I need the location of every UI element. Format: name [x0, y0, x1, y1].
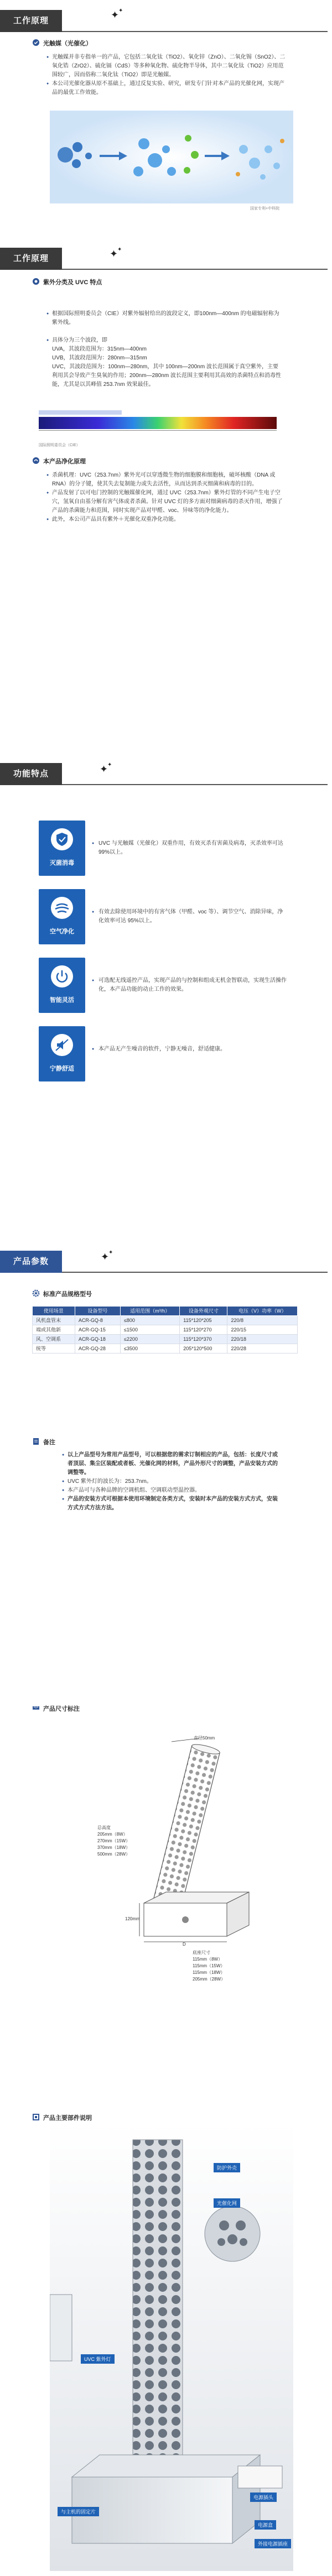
- spec-table: [32, 1306, 298, 1354]
- base-diameter-label: D: [183, 1942, 186, 1947]
- quiet-mute-icon: [51, 1034, 73, 1056]
- feature-air-purify: [39, 889, 293, 949]
- section-tab-features: 功能特点: [0, 763, 62, 785]
- table-cell: ≤2200: [120, 1335, 179, 1344]
- components-title: 产品主要部件说明: [43, 2115, 92, 2122]
- table-cell: ACR-GQ-8: [75, 1316, 120, 1325]
- feature-tile: [39, 889, 85, 944]
- table-cell: 风机盘管末: [33, 1316, 75, 1325]
- uvc-title: 紫外分类及 UVC 特点: [43, 279, 102, 286]
- component-label: UVC 紫外灯: [81, 2354, 115, 2364]
- notes-bullet-2: ● UVC 紫外灯的波长为：253.7nm。: [68, 1477, 282, 1486]
- ruler-icon: [32, 1704, 40, 1712]
- table-cell: 风、空调系: [33, 1335, 75, 1344]
- photocatalyst-paragraph: [45, 53, 289, 97]
- table-row: [33, 1335, 298, 1344]
- table-row: [33, 1316, 298, 1325]
- component-label: 外接电源插座: [255, 2539, 291, 2548]
- feature-smart: [39, 958, 293, 1017]
- section-tab-work-principle-1: 工作原理: [0, 10, 62, 32]
- sterilization-bullet-3: ● 此外，本公司产品具有紫外＋光催化双重净化功能。: [52, 515, 283, 524]
- section-rule: [62, 784, 328, 785]
- uvc-paragraph: [45, 292, 283, 407]
- base-dimension-label: 120mm: [125, 1916, 140, 1921]
- notes-paragraph: [61, 1451, 282, 1513]
- components-photo: [50, 2123, 293, 2571]
- section-rule: [62, 269, 328, 270]
- feature-label: 灭菌消毒: [50, 860, 74, 866]
- feature-label: 智能灵活: [50, 997, 74, 1004]
- notes-bullet-3: ● 本产品可与各种品牌的空调机组、空调联动型温控器。: [68, 1486, 282, 1495]
- uvc-bullet-2: ● 具体分为三个波段，即 UVA，其波段范围为：315nm—400nm UVB，其波段范围为：280nm—315nm UVC，其波段范围为：100nm—280nm，其中 100nm—200nm 波长范围属于真空紫外，主要利用其会导致产生臭氧的作用；200nm—280nm 波长范围主要利用其高效的杀菌特点和消毒性能，尤其是以其峰值 253.7nm 效果最佳。: [52, 336, 283, 389]
- sterilization-bullet-2: ● 产品发射了以可电门控制的光触媒催化网，通过 UVC（253.7nm）紫外灯管的不同产生电子空穴，氢氧自由基分解有害气体或者杀菌。针对 UVC 灯的多方面对细菌病毒的杀灭作用，增强了产品的杀菌能力和范围，同时实现产品对甲醛、voc、异味等的净化能力。: [52, 489, 283, 515]
- feature-quiet: [39, 1026, 293, 1086]
- spec-header-cell: 设备型号: [75, 1307, 120, 1316]
- notes-title: 备注: [43, 1439, 55, 1446]
- table-cell: 端或其他新: [33, 1325, 75, 1335]
- table-cell: 205*120*500: [180, 1344, 227, 1354]
- table-cell: 115*120*270: [180, 1325, 227, 1335]
- spec-header-row: [33, 1307, 298, 1316]
- sparkle-icon: ✦ ✦: [101, 1250, 113, 1262]
- check-shield-icon: [32, 39, 40, 46]
- shield-sterilize-icon: [51, 828, 73, 850]
- section-rule: [62, 1272, 328, 1273]
- dimension-title: 产品尺寸标注: [43, 1706, 80, 1712]
- feature-tile: [39, 821, 85, 876]
- note-icon: [32, 1438, 40, 1445]
- smart-power-icon: [51, 965, 73, 987]
- component-label: 电源盒: [255, 2520, 276, 2530]
- component-icon: [32, 2113, 40, 2121]
- top-diameter-label: 直径50mm: [194, 1736, 215, 1741]
- sparkle-icon: ✦ ✦: [110, 247, 122, 259]
- section-header-params: [0, 1251, 332, 1273]
- feature-label: 宁静舒适: [50, 1065, 74, 1072]
- feature-description: ● UVC 与光触媒（光催化）双重作用，有效灭杀有害菌及病毒，灭杀效率可达 99%以上。: [98, 839, 287, 857]
- uv-spectrum-chart: [39, 405, 277, 438]
- section-header-features: [0, 763, 332, 785]
- photocatalyst-diagram: [50, 111, 293, 203]
- sparkle-icon: ✦ ✦: [100, 762, 112, 775]
- photocatalyst-bullet-1: ● 光触媒并非专指单一的产品，它包括二氧化钛（TiO2）、氧化锌（ZnO）、二氧化锡（SnO2）、二氧化锆（ZrO2）、硫化镉（CdS）等多种氧化物、硫化物半导体，其中二氧化钛（TiO2）应用范围较广，因而俗称二氧化钛（TiO2）即是光触媒。: [52, 53, 289, 80]
- spec-title: 标准产品规格型号: [43, 1291, 92, 1298]
- table-cell: ≤800: [120, 1316, 179, 1325]
- spectrum-caption: 国际照明委员会（CIE）: [39, 443, 80, 447]
- photocatalyst-figure-caption: 国家专利+中科院: [250, 207, 280, 211]
- table-cell: 220/8: [227, 1316, 298, 1325]
- component-label: 光催化网: [214, 2198, 240, 2208]
- table-cell: 统等: [33, 1344, 75, 1354]
- spec-header-cell: 设备外观尺寸: [180, 1307, 227, 1316]
- component-label: 防护外壳: [214, 2163, 240, 2172]
- table-cell: ACR-GQ-15: [75, 1325, 120, 1335]
- sterilization-paragraph: [45, 471, 283, 524]
- table-cell: 115*120*370: [180, 1335, 227, 1344]
- feature-description: ● 可选配无线遥控产品，实现产品的与控制和组成无机金智联动，实现生活操作化，本产品功能的动止工作的效果。: [98, 976, 287, 994]
- sterilization-bullet-1: ● 杀菌机理：UVC（253.7nm）紫外光可以穿透微生物的细胞膜和细胞核，破坏核酸（DNA 或 RNA）的分子键，使其失去复制能力或失去活性，从而达到杀灭细菌和病毒的目的。: [52, 471, 283, 489]
- air-purify-icon: [51, 897, 73, 919]
- table-cell: ≤3500: [120, 1344, 179, 1354]
- component-label: 电源插头: [250, 2493, 277, 2502]
- tube-height-label: 总高度 205mm（8W） 270mm（15W） 370mm（18W） 500mm（28W）: [97, 1825, 131, 1857]
- notes-bullet-4: ● 产品的安装方式可根据本使用环境制定各类方式，安装时本产品的安装方式方式，安装方式方式方法方法。: [68, 1495, 282, 1513]
- spec-header-cell: 使用场景: [33, 1307, 75, 1316]
- section-tab-work-principle-2: 工作原理: [0, 248, 62, 270]
- section-tab-params: 产品参数: [0, 1251, 62, 1273]
- purify-icon: [32, 457, 40, 464]
- gear-icon: [32, 1289, 40, 1297]
- table-row: [33, 1344, 298, 1354]
- uvc-bullet-1: ● 根据国际照明委员会（CIE）对紫外辐射给出的波段定义，即100nm—400nm 的电磁辐射称为紫外线。: [52, 310, 283, 327]
- section-rule: [62, 31, 328, 32]
- table-cell: 220/15: [227, 1325, 298, 1335]
- table-cell: ACR-GQ-18: [75, 1335, 120, 1344]
- notes-bullet-1: ● 以上产品型号为常用产品型号，可以根据您的需求订制相应的产品，包括：长度尺寸或者顶层、集尘区装配或者板、光催化网的材料，产品外形尺寸的调整，产品安装方式的调整等。: [68, 1451, 282, 1477]
- feature-description: ● 本产品无产生噪音的软件，宁静无噪音，舒适健康。: [98, 1045, 287, 1054]
- table-cell: ACR-GQ-28: [75, 1344, 120, 1354]
- table-cell: 115*120*205: [180, 1316, 227, 1325]
- table-cell: ≤1500: [120, 1325, 179, 1335]
- feature-tile: [39, 1026, 85, 1081]
- section-header-work-principle-2: [0, 248, 332, 270]
- photocatalyst-title: 光触媒（光催化）: [43, 40, 92, 47]
- component-label: 与主机的固定片: [58, 2507, 99, 2516]
- sparkle-icon: ✦ ✦: [111, 8, 123, 20]
- feature-label: 空气净化: [50, 928, 74, 935]
- photocatalyst-bullet-2: ● 本公司光催化器从原不基础上，通过反复实验、研究，研发专门针对本产品的光催化网，实现产品的最优工作效能。: [52, 80, 289, 97]
- base-size-label: 底座尺寸 115mm（8W） 115mm（15W） 115mm（18W） 205mm（28W）: [193, 1950, 226, 1982]
- section-header-work-principle-1: [0, 10, 332, 32]
- spec-header-cell: 电压（V）功率（W）: [227, 1307, 298, 1316]
- table-row: [33, 1325, 298, 1335]
- feature-tile: [39, 958, 85, 1013]
- spec-header-cell: 适用范围（m³/h）: [120, 1307, 179, 1316]
- feature-sterilize: [39, 821, 293, 880]
- feature-description: ● 有效去除使用环境中的有害气体（甲醛、voc 等）、调节空气、消除异味，净化效率可达 95%以上。: [98, 908, 287, 926]
- table-cell: 220/18: [227, 1335, 298, 1344]
- uv-icon: [32, 278, 40, 285]
- table-cell: 220/28: [227, 1344, 298, 1354]
- sterilization-title: 本产品净化原理: [43, 458, 86, 465]
